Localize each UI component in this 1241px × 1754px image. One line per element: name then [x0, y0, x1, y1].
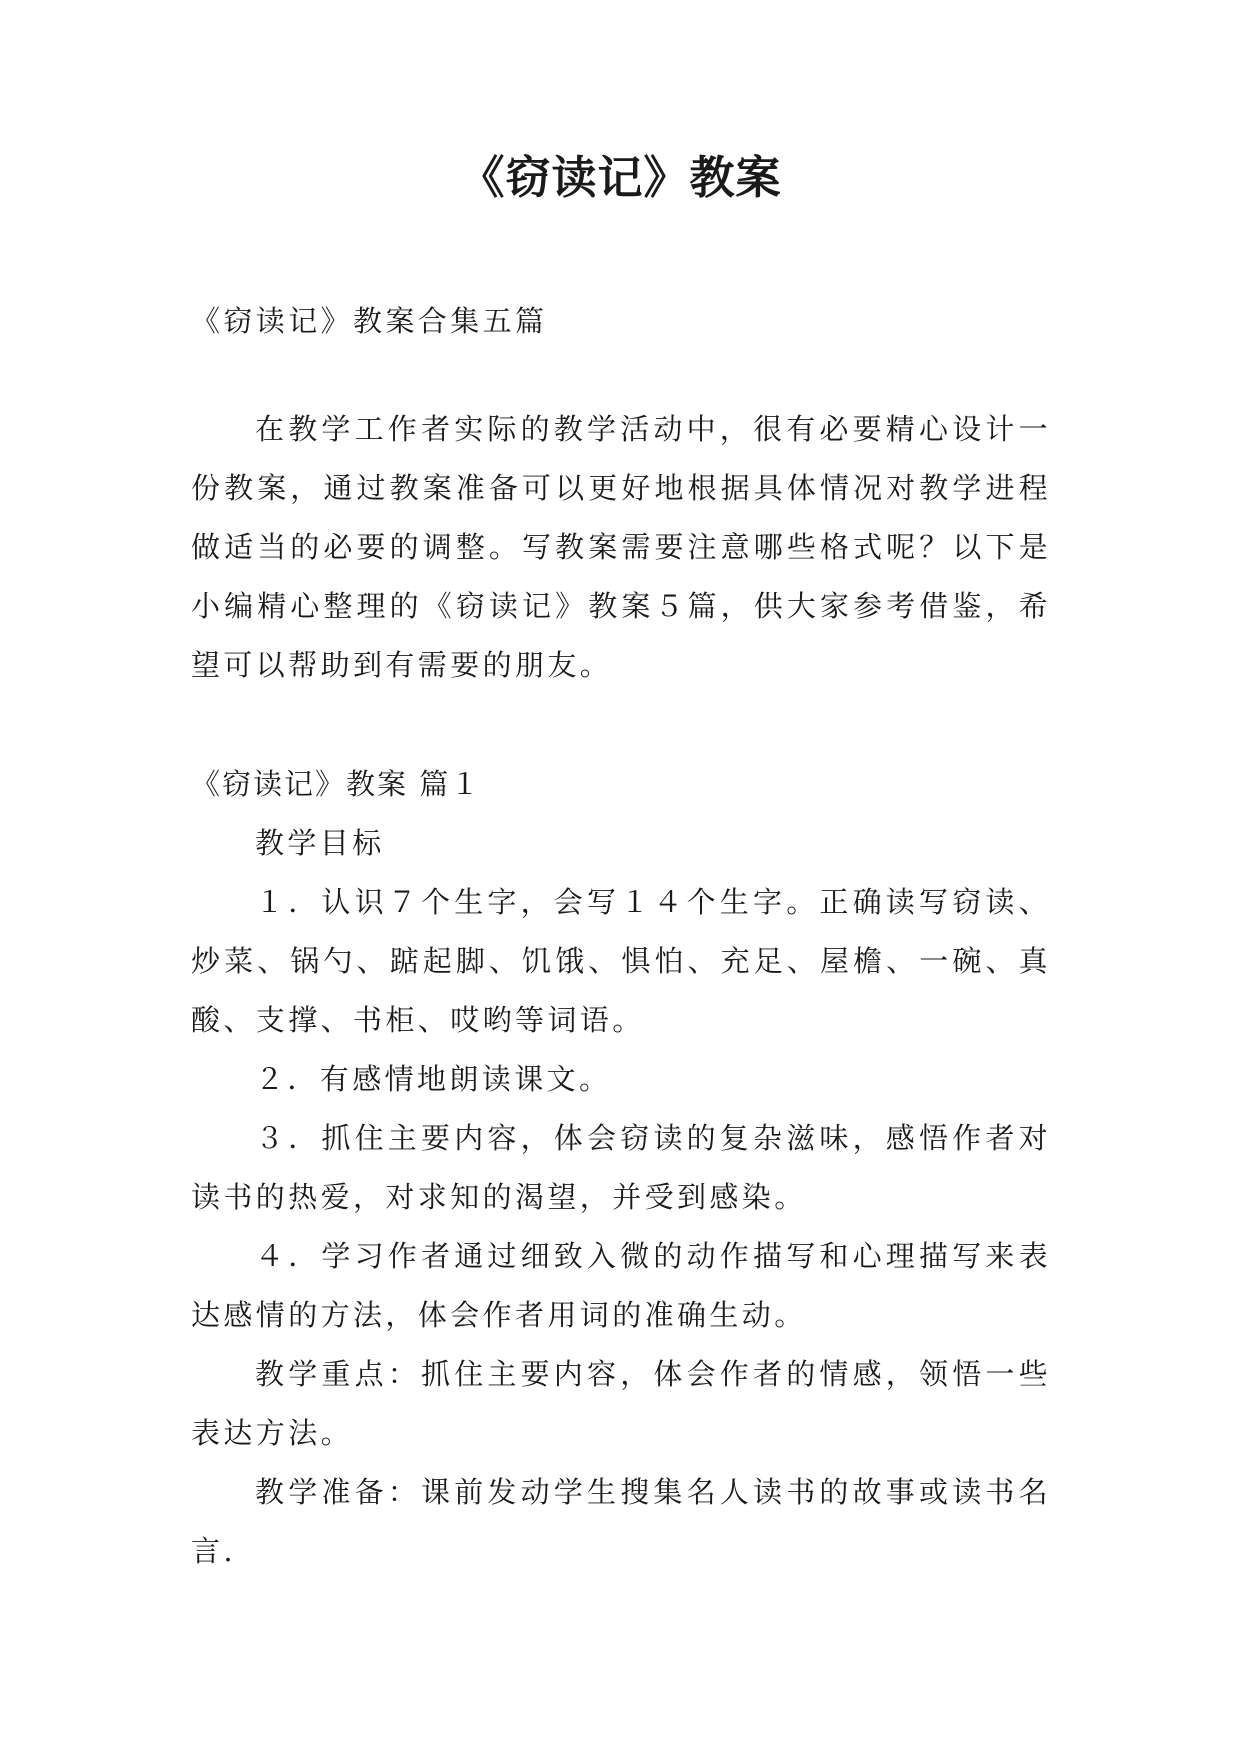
- goal-item-1: １．认识７个生字，会写１４个生字。正确读写窃读、炒菜、锅勺、踮起脚、饥饿、惧怕、充足、屋檐、一碗、真酸、支撑、书柜、哎哟等词语。: [191, 885, 1051, 1037]
- collection-subtitle-block: [191, 292, 1051, 351]
- section-heading: 《窃读记》教案 篇１: [191, 767, 482, 801]
- goal-item-4: ４．学习作者通过细致入微的动作描写和心理描写来表达感情的方法，体会作者用词的准确生动。: [191, 1239, 1051, 1332]
- document-title: 《窃读记》教案: [459, 151, 782, 204]
- goal-item-2: ２．有感情地朗读课文。: [255, 1062, 612, 1096]
- teaching-preparation: 教学准备：课前发动学生搜集名人读书的故事或读书名言.: [191, 1475, 1051, 1568]
- teaching-focus: 教学重点：抓住主要内容，体会作者的情感，领悟一些表达方法。: [191, 1357, 1051, 1450]
- lesson-section: [191, 755, 1051, 1581]
- collection-subtitle: 《窃读记》教案合集五篇: [191, 304, 548, 338]
- teaching-goals-heading: 教学目标: [255, 826, 385, 860]
- intro-block: [191, 400, 1051, 695]
- intro-paragraph: 在教学工作者实际的教学活动中，很有必要精心设计一份教案，通过教案准备可以更好地根据具体情况对教学进程做适当的必要的调整。写教案需要注意哪些格式呢？以下是小编精心整理的《窃读记》教案５篇，供大家参考借鉴，希望可以帮助到有需要的朋友。: [191, 412, 1051, 682]
- goal-item-3: ３．抓住主要内容，体会窃读的复杂滋味，感悟作者对读书的热爱，对求知的渴望，并受到感染。: [191, 1121, 1051, 1214]
